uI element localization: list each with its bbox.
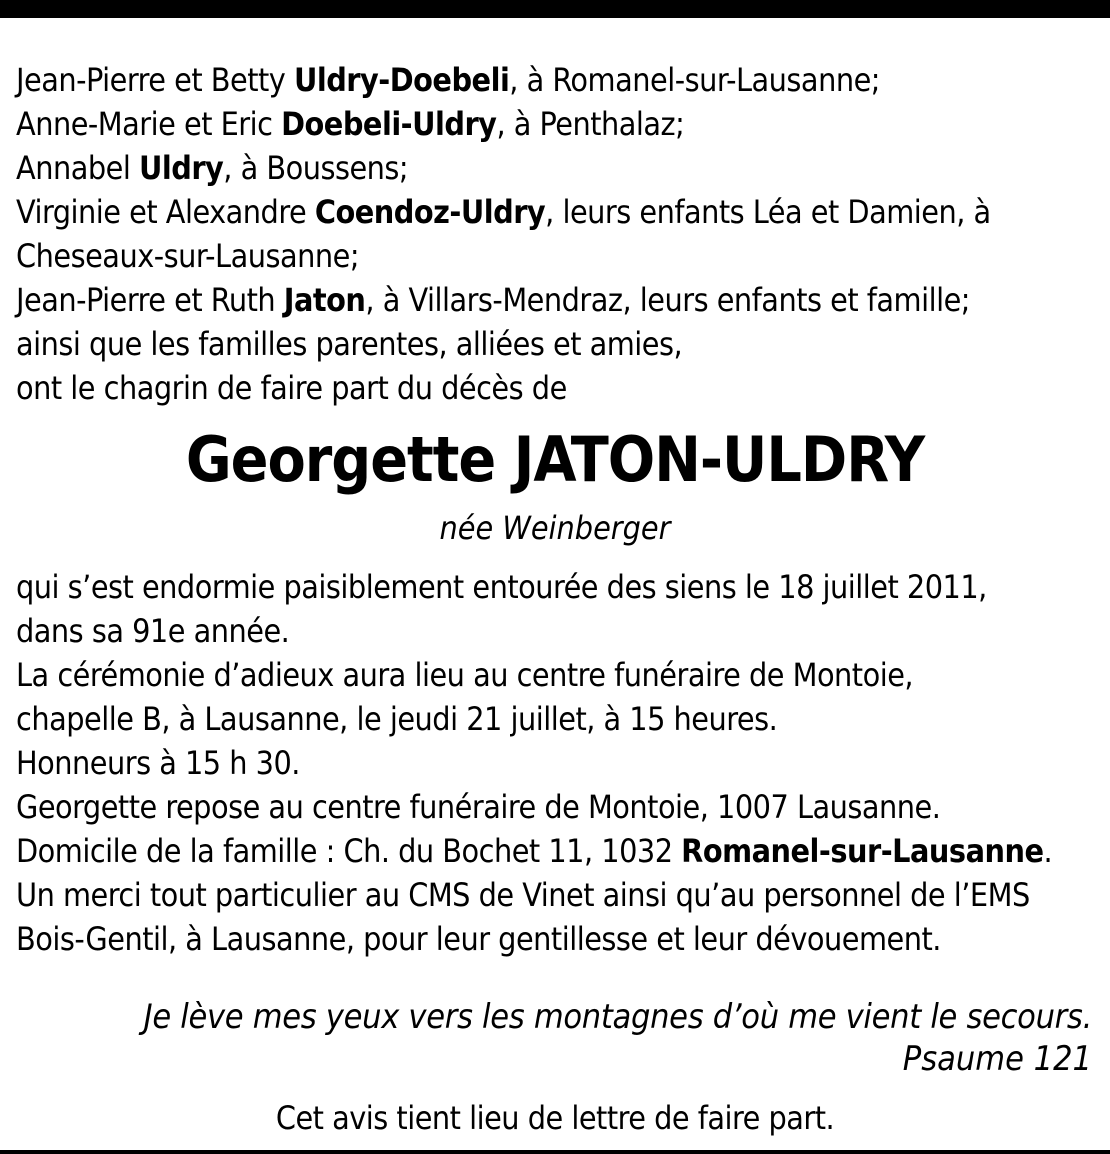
family-line [16,146,1106,190]
address-text: . [1043,832,1053,870]
top-rule [0,0,1110,18]
details-line: La cérémonie d’adieux aura lieu au centre funéraire de Montoie, [16,656,914,694]
family-line-text: Anne-Marie et Eric [16,105,282,143]
footer-note: Cet avis tient lieu de lettre de faire part. [275,1099,835,1137]
address-text: Domicile de la famille : Ch. du Bochet 11, 1032 [16,832,682,870]
announcement-line: ont le chagrin de faire part du décès de [16,369,567,407]
family-line-text: Annabel [16,149,139,187]
family-line-text: , leurs enfants Léa et Damien, à [545,193,991,231]
address-town: Romanel-sur-Lausanne [681,832,1044,870]
family-list [16,58,1106,410]
family-line: Cheseaux-sur-Lausanne; [16,237,360,275]
family-surname: Uldry [138,149,224,187]
bottom-rule [0,1150,1110,1154]
details-line: qui s’est endormie paisiblement entourée des siens le 18 juillet 2011, [16,568,987,606]
family-surname: Jaton [283,281,366,319]
family-line-text: , à Villars-Mendraz, leurs enfants et famille; [365,281,970,319]
family-line: ainsi que les familles parentes, alliées et amies, [16,325,683,363]
family-line-text: , à Boussens; [223,149,409,187]
family-line-text: Jean-Pierre et Ruth [16,281,284,319]
family-line-text: Virginie et Alexandre [16,193,315,231]
family-line [16,102,1106,146]
psalm-quote: Je lève mes yeux vers les montagnes d’où me vient le secours. [143,997,1092,1037]
family-line [16,190,1106,234]
details-line [16,829,1106,873]
deceased-name: Georgette JATON-ULDRY [185,423,925,496]
family-line-text: , à Penthalaz; [496,105,685,143]
details-line: Georgette repose au centre funéraire de Montoie, 1007 Lausanne. [16,788,941,826]
family-surname: Coendoz-Uldry [314,193,546,231]
psalm-reference: Psaume 121 [902,1039,1092,1079]
family-line-text: , à Romanel-sur-Lausanne; [509,61,880,99]
maiden-name: née Weinberger [439,509,671,547]
family-surname: Doebeli-Uldry [281,105,497,143]
details-line: dans sa 91e année. [16,612,290,650]
details-line: Un merci tout particulier au CMS de Vinet ainsi qu’au personnel de l’EMS [16,876,1030,914]
details-line: Honneurs à 15 h 30. [16,744,300,782]
details-line: chapelle B, à Lausanne, le jeudi 21 juillet, à 15 heures. [16,700,778,738]
family-surname: Uldry-Doebeli [293,61,510,99]
ceremony-details [16,565,1106,961]
family-line-text: Jean-Pierre et Betty [16,61,294,99]
family-line [16,58,1106,102]
details-line: Bois-Gentil, à Lausanne, pour leur gentillesse et leur dévouement. [16,920,941,958]
family-line [16,278,1106,322]
